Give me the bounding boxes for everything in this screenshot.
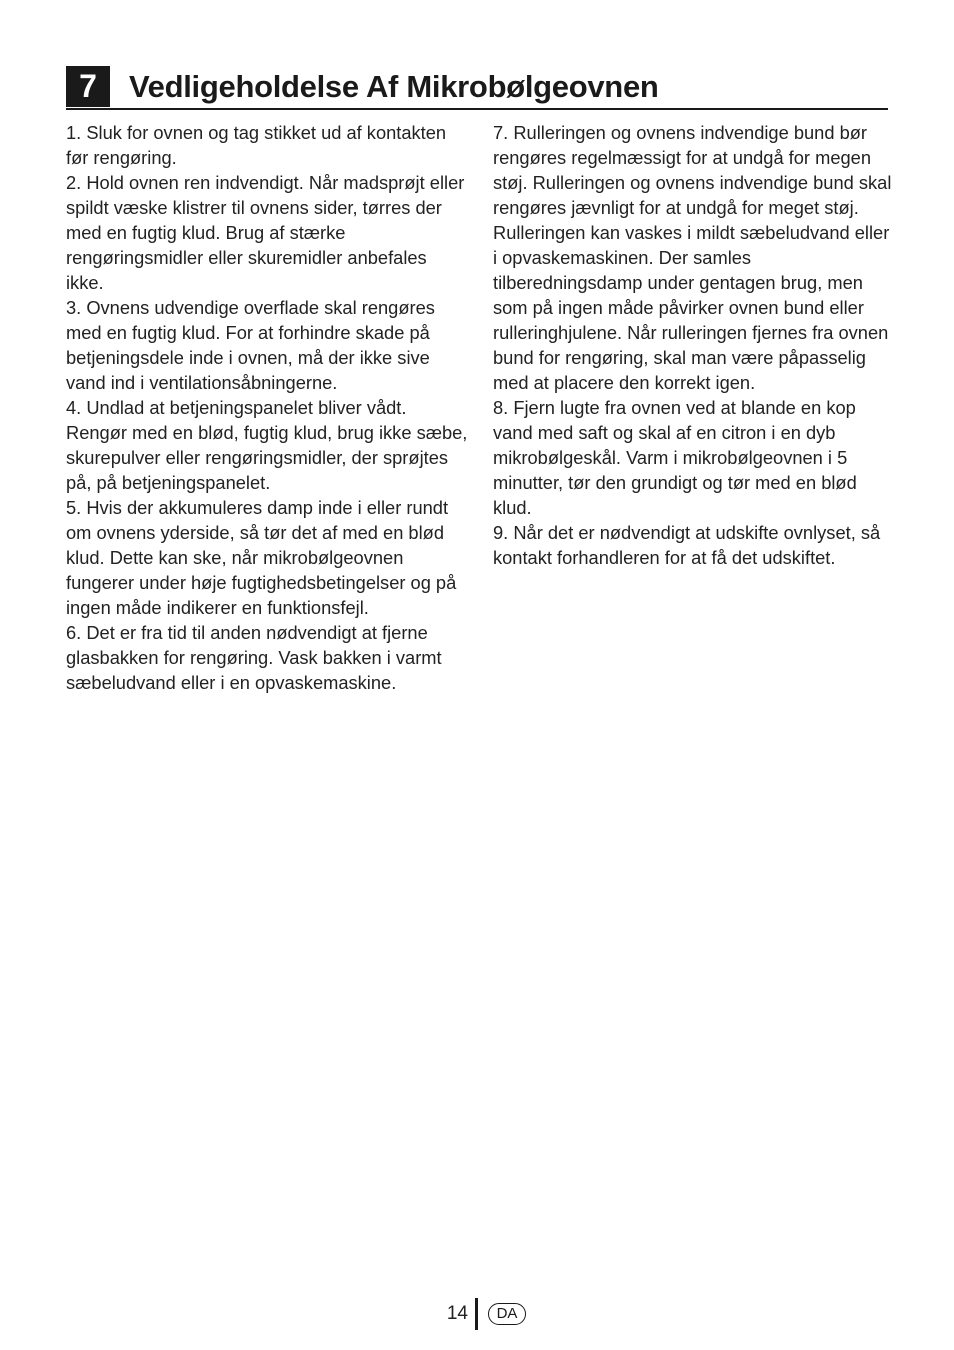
instruction-paragraph: 2. Hold ovnen ren indvendigt. Når madsprøjt eller spildt væske klistrer til ovnens sider, tørres der med en fugtig klud. Brug af stærke rengøringsmidler eller skuremidler anbefales ikke. — [66, 172, 465, 293]
right-column — [493, 120, 893, 570]
instruction-paragraph: 4. Undlad at betjeningspanelet bliver vådt. Rengør med en blød, fugtig klud, brug ikke sæbe, skurepulver eller rengøringsmidler, der sprøjtes på, på betjeningspanelet. — [66, 397, 468, 493]
page-footer — [0, 1298, 954, 1330]
section-header — [66, 66, 888, 110]
language-badge: DA — [488, 1303, 526, 1325]
instruction-paragraph: 7. Rulleringen og ovnens indvendige bund bør rengøres regelmæssigt for at undgå for megen støj. Rulleringen og ovnens indvendige bund skal rengøres jævnligt for at undgå for meget støj. Rulleringen kan vaskes i mildt sæbeludvand eller i opvaskemaskinen. Der samles tilberedningsdamp under gentagen brug, men som på ingen måde påvirker ovnen bund eller rulleringhjulene. Når rulleringen fjernes fra ovnen bund for rengøring, skal man være påpasselig med at placere den korrekt igen. — [493, 122, 892, 393]
section-number: 7 — [66, 66, 110, 107]
page-title: Vedligeholdelse Af Mikrobølgeovnen — [129, 69, 659, 104]
instruction-paragraph: 3. Ovnens udvendige overflade skal rengøres med en fugtig klud. For at forhindre skade på betjeningsdele inde i ovnen, må der ikke sive vand ind i ventilationsåbningerne. — [66, 297, 435, 393]
instruction-paragraph: 8. Fjern lugte fra ovnen ved at blande en kop vand med saft og skal af en citron i en dyb mikrobølgeskål. Varm i mikrobølgeovnen i 5 minutter, tør den grundigt og tør med en blød klud. — [493, 397, 857, 518]
instruction-paragraph: 5. Hvis der akkumuleres damp inde i eller rundt om ovnens yderside, så tør det af med en blød klud. Dette kan ske, når mikrobølgeovnen fungerer under høje fugtighedsbetingelser og på ingen måde indikerer en funktionsfejl. — [66, 497, 457, 618]
instruction-paragraph: 9. Når det er nødvendigt at udskifte ovnlyset, så kontakt forhandleren for at få det udskiftet. — [493, 522, 881, 568]
footer-divider — [475, 1298, 478, 1330]
instruction-paragraph: 1. Sluk for ovnen og tag stikket ud af kontakten før rengøring. — [66, 122, 447, 168]
page-number: 14 — [446, 1303, 468, 1324]
instruction-paragraph: 6. Det er fra tid til anden nødvendigt at fjerne glasbakken for rengøring. Vask bakken i varmt sæbeludvand eller i en opvaskemaskine. — [66, 622, 442, 693]
left-column — [66, 120, 468, 695]
